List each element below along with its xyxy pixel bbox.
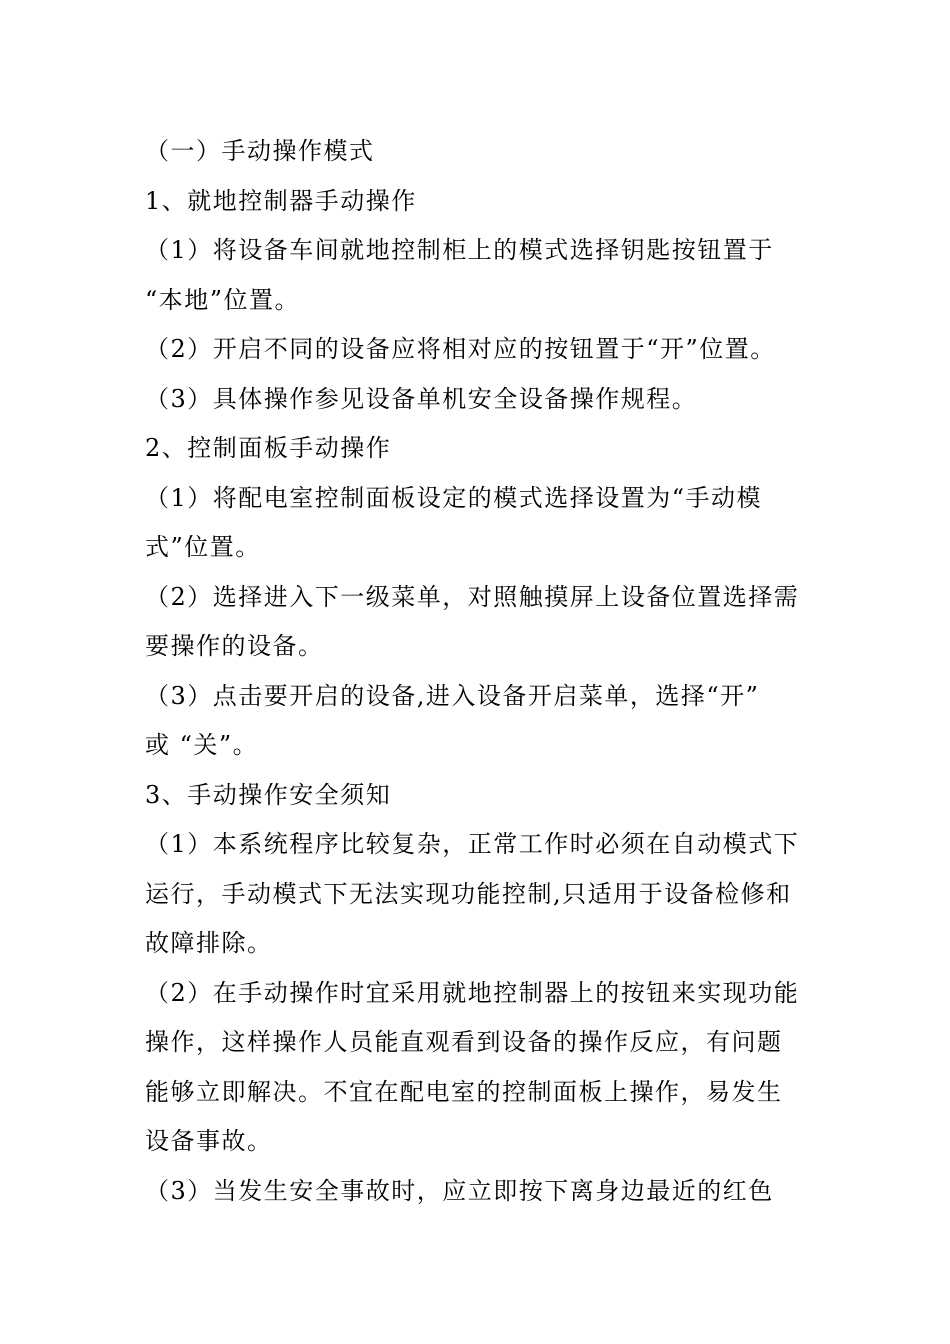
text-line: 操作，这样操作人员能直观看到设备的操作反应，有问题 [145, 1028, 783, 1056]
subsection-heading-control-panel [145, 424, 810, 474]
text-line: （2）开启不同的设备应将相对应的按钮置于“开”位置。 [145, 335, 776, 363]
paragraph-2-3 [145, 672, 810, 771]
text-line: “本地”位置。 [145, 285, 301, 314]
subsection-heading-local-controller [145, 177, 810, 227]
paragraph-1-1 [145, 226, 810, 325]
paragraph-1-2 [145, 325, 810, 375]
paragraph-2-1 [145, 474, 810, 573]
text-line: （1）将配电室控制面板设定的模式选择设置为“手动模 [145, 483, 763, 512]
text-line: （3）具体操作参见设备单机安全设备操作规程。 [145, 384, 698, 413]
text-line: 3、手动操作安全须知 [145, 780, 392, 809]
text-line: 或 “关”。 [145, 731, 259, 759]
subsection-heading-safety-notes [145, 771, 810, 821]
text-line: （1）将设备车间就地控制柜上的模式选择钥匙按钮置于 [145, 236, 774, 264]
section-heading-manual-mode [145, 127, 810, 177]
text-line: 能够立即解决。不宜在配电室的控制面板上操作，易发生 [145, 1077, 783, 1106]
text-line: （一）手动操作模式 [145, 137, 375, 165]
text-line: 故障排除。 [145, 929, 273, 957]
paragraph-1-3 [145, 375, 810, 425]
text-line: 运行，手动模式下无法实现功能控制,只适用于设备检修和 [145, 879, 792, 908]
text-line: （3）当发生安全事故时，应立即按下离身边最近的红色 [145, 1176, 774, 1205]
text-line: （1）本系统程序比较复杂，正常工作时必须在自动模式下 [145, 830, 800, 858]
paragraph-3-1 [145, 820, 810, 969]
text-line: 要操作的设备。 [145, 632, 324, 660]
document-body [145, 127, 810, 1216]
text-line: （3）点击要开启的设备,进入设备开启菜单，选择“开” [145, 681, 760, 710]
text-line: 1、就地控制器手动操作 [145, 186, 417, 215]
paragraph-3-3 [145, 1167, 810, 1217]
text-line: 设备事故。 [145, 1127, 273, 1155]
text-line: （2）在手动操作时宜采用就地控制器上的按钮来实现功能 [145, 978, 800, 1007]
text-line: （2）选择进入下一级菜单，对照触摸屏上设备位置选择需 [145, 582, 800, 611]
paragraph-3-2 [145, 969, 810, 1167]
text-line: 2、控制面板手动操作 [145, 434, 392, 462]
text-line: 式”位置。 [145, 533, 261, 561]
paragraph-2-2 [145, 573, 810, 672]
